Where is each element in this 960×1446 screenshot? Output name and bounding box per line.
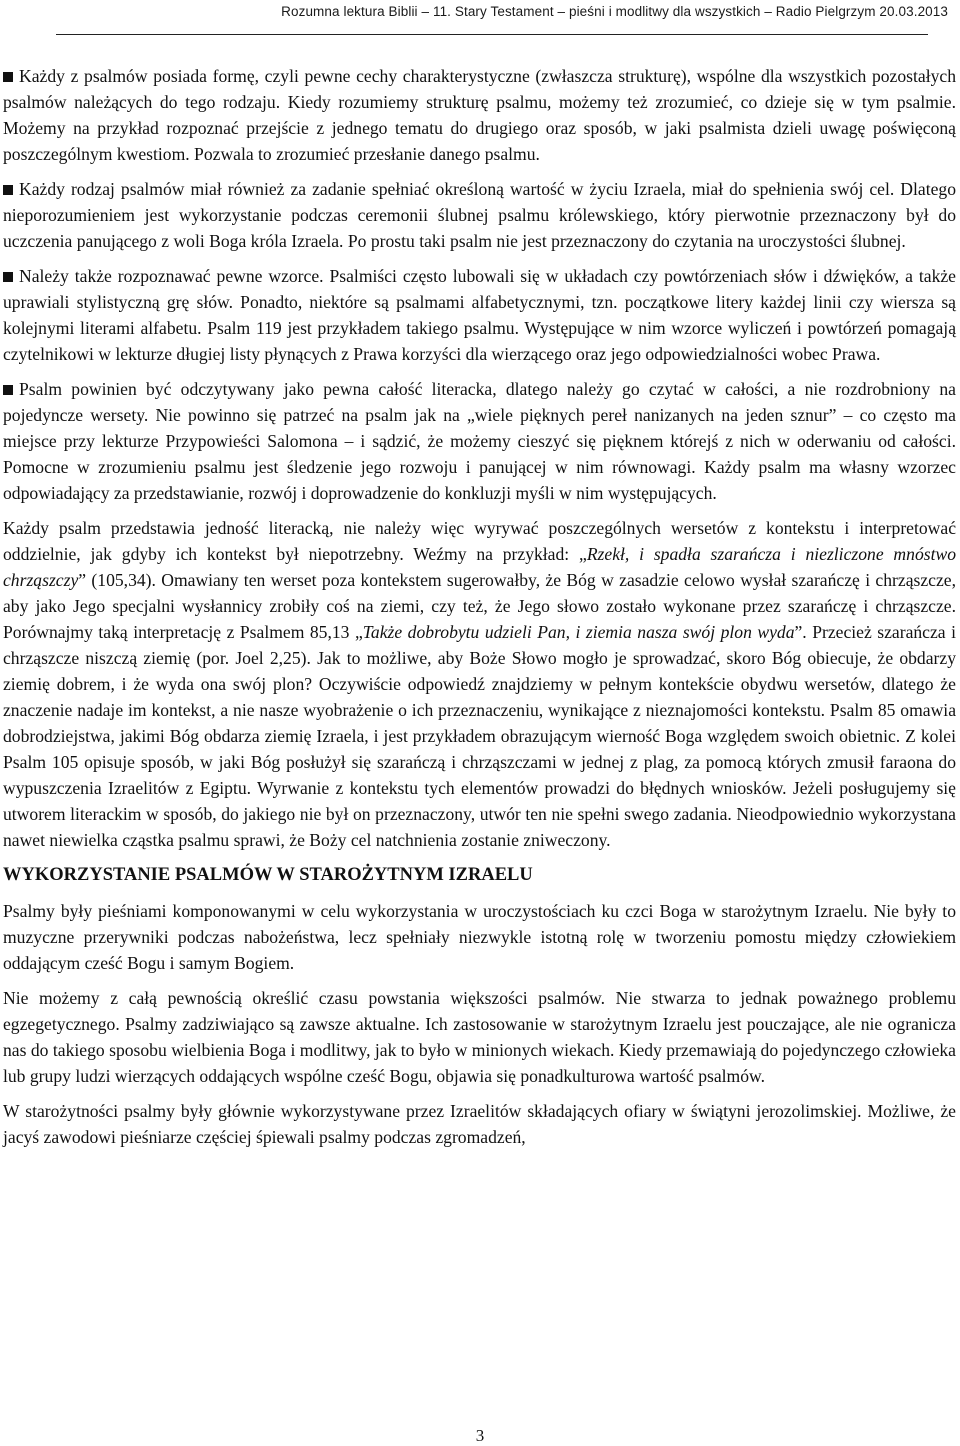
paragraph-1 [3, 63, 956, 167]
header-divider [56, 34, 928, 35]
bullet-square-icon [3, 185, 13, 195]
paragraph-3-text: Należy także rozpoznawać pewne wzorce. Psalmiści często lubowali się w układach czy powtórzeniach słów i dźwięków, a także uprawiali stylistyczną grę słów. Ponadto, niektóre są psalmami alfabetycznymi, tzn. początkowe litery każdej linii czy wiersza są kolejnymi literami alfabetu. Psalm 119 jest przykładem takiego psalmu. Występujące w nim wzorce wyliczeń i powtórzeń pomagają czytelnikowi w lekturze długiej listy płynących z Prawa korzyści dla wierzącego oraz jego odpowiedzialności wobec Prawa. [3, 266, 956, 364]
page-number: 3 [475, 1426, 485, 1445]
paragraph-2-text: Każdy rodzaj psalmów miał również za zadanie spełniać określoną wartość w życiu Izraela, miał do spełnienia swój cel. Dlatego nieporozumieniem jest wykorzystanie podczas ceremonii ślubnej psalmu królewskiego, który pierwotnie przeznaczony był do uczczenia panującego z woli Boga króla Izraela. Po prostu taki psalm nie jest przeznaczony do czytania na uroczystości ślubnej. [3, 179, 956, 251]
paragraph-3 [3, 263, 956, 367]
bullet-square-icon [3, 272, 13, 282]
paragraph-1-text: Każdy z psalmów posiada formę, czyli pewne cechy charakterystyczne (zwłaszcza strukturę), wspólne dla wszystkich pozostałych psalmów należących do tego rodzaju. Kiedy rozumiemy strukturę psalmu, możemy też zrozumieć, co dzieje się w tym psalmie. Możemy na przykład rozpoznać przejście z jednego tematu do drugiego oraz sposób, w jaki psalmista dzieli uwagę poświęconą poszczególnym kwestiom. Pozwala to zrozumieć przesłanie danego psalmu. [3, 66, 956, 164]
paragraph-6: Psalmy były pieśniami komponowanymi w celu wykorzystania w uroczystościach ku czci Boga w starożytnym Izraelu. Nie były to muzyczne przerywniki podczas nabożeństwa, lecz spełniały niezwykle istotną rolę w tworzeniu pomostu między człowiekiem oddającym cześć Bogu i samym Bogiem. [3, 901, 956, 973]
paragraph-4 [3, 376, 956, 506]
bullet-square-icon [3, 72, 13, 82]
paragraph-5 [3, 515, 956, 853]
bullet-square-icon [3, 385, 13, 395]
paragraph-7: Nie możemy z całą pewnością określić czasu powstania większości psalmów. Nie stwarza to jednak poważnego problemu egzegetycznego. Psalmy zadziwiająco są zawsze aktualne. Ich zastosowanie w starożytnym Izraelu jest pouczające, ale nie ogranicza nas do takiego sposobu wielbienia Boga i modlitwy, jak to było w minionych wiekach. Kiedy przemawiają do pojedynczego człowieka lub grupy ludzi wierzących oddających wspólne cześć Bogu, objawia się ponadkulturowa wartość psalmów. [3, 988, 956, 1086]
running-header: Rozumna lektura Biblii – 11. Stary Testament – pieśni i modlitwy dla wszystkich – Radio Pielgrzym 20.03.2013 [281, 4, 948, 19]
body-text [3, 63, 956, 1159]
paragraph-5-text-a: Każdy psalm przedstawia jedność literacką, nie należy więc wyrywać poszczególnych wersetów z kontekstu i interpretować oddzielnie, jak gdyby ich kontekst był niepotrzebny. Weźmy na przykład: „ [3, 518, 956, 564]
paragraph-2 [3, 176, 956, 254]
paragraph-4-text: Psalm powinien być odczytywany jako pewna całość literacka, dlatego należy go czytać w całości, a nie rozdrobniony na pojedyncze wersety. Nie powinno się patrzeć na psalm jak na „wiele pięknych pereł nanizanych na jeden sznur” – co często ma miejsce przy lekturze Przypowieści Salomona – i sądzić, że możemy cieszyć się pięknem którejś z nich w oderwaniu od całości. Pomocne w zrozumieniu psalmu jest śledzenie jego rozwoju i panującej w nim równowagi. Każdy psalm ma własny wzorzec odpowiadający za przedstawianie, rozwój i doprowadzenie do konkluzji myśli w nim występujących. [3, 379, 956, 503]
paragraph-5-text-c: ”. Przecież szarańcza i chrząszcze niszczą ziemię (por. Joel 2,25). Jak to możliwe, aby Boże Słowo mogło je sprowadzać, skoro Bóg obiecuje, że obdarzy ziemię dobrem, i że wyda ona swój plon? Oczywiście odpowiedź znajdziemy w pełnym kontekście obydwu wersetów, dlatego że znaczenie nadaje im kontekst, a nie nasze wyobrażenie o ich przeznaczeniu, wynikające z nieznajomości kontekstu. Psalm 85 omawia dobrodziejstwa, jakimi Bóg obdarza ziemię Izraela, i jest przykładem obrazującym wierność Boga względem swoich obietnic. Z kolei Psalm 105 opisuje sposób, w jaki Bóg posłużył się szarańczą i chrząszczami w jednej z plag, za pomocą których zmusił faraona do wypuszczenia Izraelitów z Egiptu. Wyrwanie z kontekstu tych elementów prowadzi do błędnych wniosków. Jeżeli posługujemy się utworem literackim w sposób, do jakiego nie był on przeznaczony, utwór ten nie spełni swego zadania. Nieodpowiednio wykorzystana nawet niewielka cząstka psalmu sprawi, że Boży cel natchnienia zostanie zniweczony. [3, 622, 956, 850]
section-heading: WYKORZYSTANIE PSALMÓW W STAROŻYTNYM IZRAELU [3, 865, 533, 885]
quote-psalm-85: Także dobrobytu udzieli Pan, i ziemia nasza swój plon wyda [362, 622, 795, 642]
quote-psalm-105: Rzekł, i spadła szarańcza i niezliczone mnóstwo chrząszczy [3, 544, 957, 590]
paragraph-8: W starożytności psalmy były głównie wykorzystywane przez Izraelitów składających ofiary w świątyni jerozolimskiej. Możliwe, że jacyś zawodowi pieśniarze częściej śpiewali psalmy podczas zgromadzeń, [3, 1101, 956, 1147]
paragraph-5-text-b: ” (105,34). Omawiany ten werset poza kontekstem sugerowałby, że Bóg w zasadzie celowo wysłał szarańczę i chrząszcze, aby jako Jego specjalni wysłannicy zrobiły coś na ziemi, czy też, że Jego słowo zostało wykonane przez szarańczę i chrząszcze. Porównajmy taką interpretację z Psalmem 85,13 „ [3, 570, 956, 642]
